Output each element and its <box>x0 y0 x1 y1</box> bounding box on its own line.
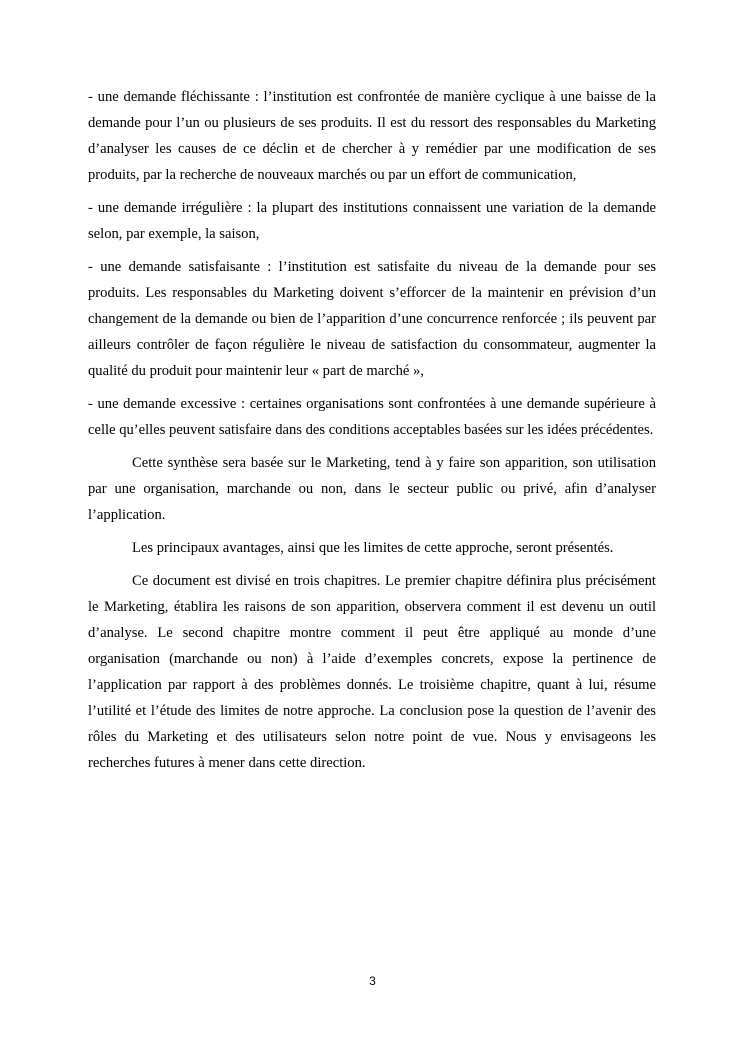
page-number: 3 <box>369 974 376 988</box>
bullet-paragraph-satisfactory-demand: - une demande satisfaisante : l’institution est satisfaite du niveau de la demande pour ses produits. Les responsables du Marketing doivent s’efforcer de la maintenir en prévision d’un changement de la demande ou bien de l’apparition d’une concurrence renforcée ; ils peuvent par ailleurs contrôler de façon régulière le niveau de satisfaction du consommateur, augmenter la qualité du produit pour maintenir leur « part de marché », <box>88 259 656 379</box>
paragraph-synthesis: Cette synthèse sera basée sur le Marketing, tend à y faire son apparition, son utilisation par une organisation, marchande ou non, dans le secteur public ou privé, afin d’analyser l’application. <box>88 455 656 523</box>
paragraph-advantages: Les principaux avantages, ainsi que les limites de cette approche, seront présentés. <box>132 540 614 556</box>
paragraph-outline: Ce document est divisé en trois chapitres. Le premier chapitre définira plus précisément le Marketing, établira les raisons de son apparition, observera comment il est devenu un outil d’analyse. Le second chapitre montre comment il peut être appliqué au monde d’une organisation (marchande ou non) à l’aide d’exemples concrets, expose la pertinence de l’application par rapport à des problèmes donnés. Le troisième chapitre, quant à lui, résume l’utilité et l’étude des limites de notre approche. La conclusion pose la question de l’avenir des rôles du Marketing et des utilisateurs selon notre point de vue. Nous y envisageons les recherches futures à mener dans cette direction. <box>88 573 656 771</box>
bullet-paragraph-declining-demand: - une demande fléchissante : l’institution est confrontée de manière cyclique à une baisse de la demande pour l’un ou plusieurs de ses produits. Il est du ressort des responsables du Marketing d’analyser les causes de ce déclin et de chercher à y remédier par une modification de ses produits, par la recherche de nouveaux marchés ou par un effort de communication, <box>88 89 656 183</box>
document-page <box>88 84 656 783</box>
bullet-paragraph-excessive-demand: - une demande excessive : certaines organisations sont confrontées à une demande supérieure à celle qu’elles peuvent satisfaire dans des conditions acceptables basées sur les idées précédentes. <box>88 396 656 438</box>
bullet-paragraph-irregular-demand: - une demande irrégulière : la plupart des institutions connaissent une variation de la demande selon, par exemple, la saison, <box>88 200 656 242</box>
